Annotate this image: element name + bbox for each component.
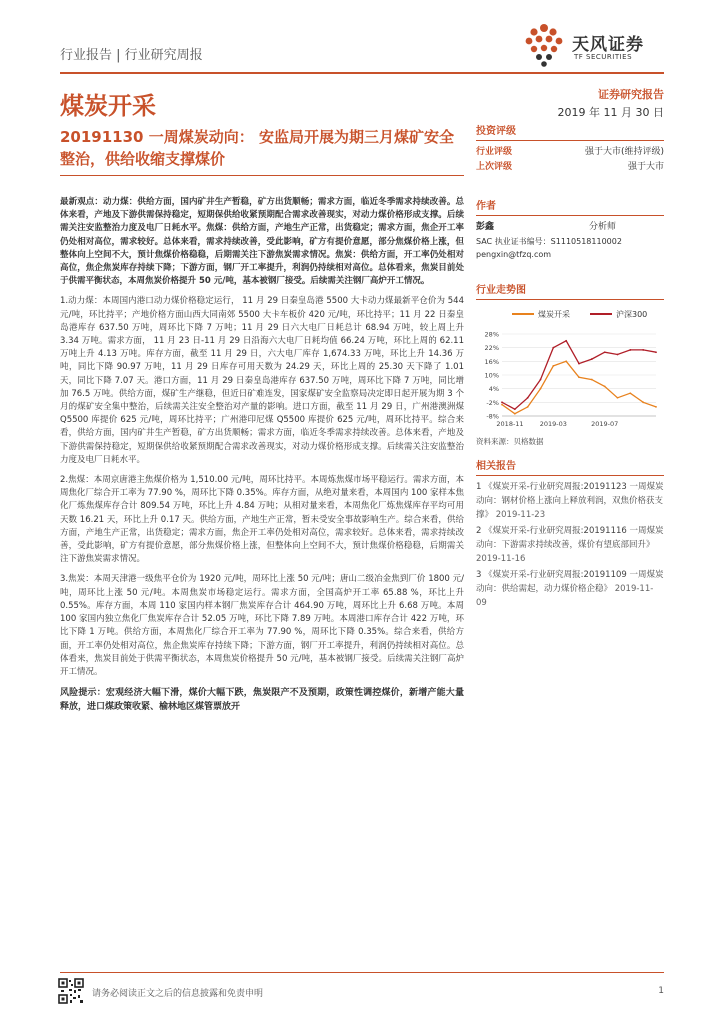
x-tick-label: 2019-03 (539, 420, 567, 428)
main-body (60, 196, 464, 721)
data-point (578, 363, 580, 365)
data-point (591, 358, 593, 360)
data-point (642, 349, 644, 351)
related-report-3-date: 2019-11-09 (476, 584, 654, 608)
data-point (540, 388, 542, 390)
analyst-email[interactable]: pengxin@tfzq.com (476, 250, 552, 259)
chart-divider (476, 299, 664, 300)
data-point (552, 365, 554, 367)
analyst-role: 分析师 (588, 222, 616, 232)
summary-paragraph: 最新观点：动力煤：供给方面，国内矿井生产暂稳，矿方出货顺畅；需求方面，临近冬季需求持续改善。总体来看，产地及下游供需保持稳定，短期保供给收紧预期配合需求改善现实，对动力煤价格形成支撑。后续需关注安监整治力度及电厂日耗水平。焦煤：供给方面，产地生产正常，出货稳定；需求方面，焦企开工率仍处相对高位，需求较好。总体来看，需求持续改善，受此影响，矿方有提价意愿，部分焦煤价格上涨，但整体向上空间不大，预计焦煤价格稳稳，后期需关注下游焦炭需求情况。焦炭：供给方面，开工率仍处相对高位，焦企焦炭库存持续下降；下游方面，钢厂开工率提升，利润仍持续相对高位。总体看来，焦炭目前处于供需平衡状态，本周焦炭价格提升 50 元/吨，基本被钢厂接受。后续需关注钢厂高炉开工情况。 (60, 197, 464, 287)
previous-rating-value: 强于大市 (627, 162, 664, 172)
related-report-2[interactable] (476, 524, 664, 566)
rating-divider (476, 140, 664, 141)
report-type: 证券研究报告 (598, 88, 664, 101)
data-point (540, 379, 542, 381)
data-point (617, 354, 619, 356)
disclaimer-text: 请务必阅读正文之后的信息披露和免责申明 (92, 989, 264, 999)
y-tick-label: 10% (484, 371, 499, 380)
report-category: 行业报告 | 行业研究周报 (60, 48, 203, 63)
related-report-1-date: 2019-11-23 (495, 510, 546, 520)
sidebar (476, 122, 664, 612)
related-report-3[interactable] (476, 568, 664, 610)
previous-rating-row (476, 160, 664, 175)
previous-rating-label: 上次评级 (476, 162, 513, 172)
report-headline: 20191130 一周煤炭动向： 安监局开展为期三月煤矿安全整治，供给收缩支撑煤价 (60, 128, 454, 168)
rating-heading: 投资评级 (476, 126, 516, 137)
data-point (655, 351, 657, 353)
data-point (501, 401, 503, 403)
data-point (527, 397, 529, 399)
data-point (604, 351, 606, 353)
chart-source: 资料来源：贝格数据 (476, 437, 544, 446)
industry-rating-value: 强于大市(维持评级) (584, 147, 664, 157)
analyst-certificate: SAC 执业证书编号：S1110518110002 (476, 237, 622, 246)
y-tick-label: -2% (486, 398, 499, 407)
data-point (591, 379, 593, 381)
x-tick-label: 2018-11 (496, 420, 524, 428)
data-point (514, 413, 516, 415)
coke-paragraph: 3.焦炭：本周天津港一级焦平仓价为 1920 元/吨，周环比上涨 50 元/吨；唐山二级冶金焦到厂价 1800 元/吨，周环比上涨 50 元/吨。本周焦炭市场稳定运行。需求方面，全国高炉开工率 65.88 %，环比上升 0.55%。库存方面，本周 110 家国内样本钢厂焦炭库存合计 464.90 万吨，周环比上升 6.68 万吨。本周 100 家国内独立焦化厂焦炭库存合计 52.05 万吨，环比下降 7.89 万吨。本周港口库存合计 422 万吨，环比下降 1 万吨。供给方面，本周焦化厂综合开工率为 77.90 %，周环比下降 0.35%。综合来看，供给方面，开工率仍处相对高位，焦企焦炭库存持续下降；下游方面，钢厂开工率提升，利润仍持续相对高位。总体看来，焦炭目前处于供需平衡状态，本周焦炭价格提升 50 元/吨，基本被钢厂接受。后续需关注钢厂高炉开工情况。 (60, 574, 464, 677)
thermal-coal-paragraph: 1.动力煤：本周国内港口动力煤价格稳定运行， 11 月 29 日秦皇岛港 5500 大卡动力煤最新平仓价为 544 元/吨，环比持平；产地价格方面山西大同南郊 5500 大卡车板价 420 元/吨，环比持平；11 月 22 日秦皇岛港库存 637.50 万吨，周环比下降 7 万吨；11 月 29 日六大电厂日耗总计 68.94 万吨，较上周上升 3.34 万吨。需求方面， 11 月 23 日-11 月 29 日沿海六大电厂日耗均值 66.24 万吨，环比上周的 62.11 万吨上升 4.13 万吨。库存方面，截至 11 月 29 日，六大电厂库存 1,674.33 万吨，环比上升 14.36 万吨，同比下降 90.97 万吨，11 月 29 日库存可用天数为 24.29 天，环比上周的 25.30 天下降了 1.01 天，同比下降 7.07 天。港口方面，11 月 29 日秦皇岛港库存 637.50 万吨，周环比下降 7 万吨，同比增加 76.5 万吨。供给方面，煤矿生产继稳，但近日矿难连发，国家煤矿安全监察局决定即日起开展为期 3 个月的煤矿安全集中整治，后续需关注安全整治对产量的影响。进口方面，截至 11 月 29 日，广州港澳洲煤 Q5500 库提价 625 元/吨，周环比持平；广州港印尼煤 Q5500 库提价 625 元/吨，周环比持平。综合来看，供给方面，国内矿井生产暂稳，矿方出货顺畅；需求方面，临近冬季需求持续改善。总体来看，产地及下游供需保持稳定，短期保供给收紧预期配合需求改善现实，对动力煤价格形成支撑。后续需关注安监整治力度及电厂日耗水平。 (60, 296, 464, 465)
coking-coal-paragraph: 2.焦煤：本周京唐港主焦煤价格为 1,510.00 元/吨，周环比持平。本周炼焦煤市场平稳运行。需求方面，本周焦化厂综合开工率为 77.90 %，周环比下降 0.35%。库存方面，从绝对量来看，本周国内 100 家样本焦化厂炼焦煤库存合计 809.54 万吨，环比上升 4.84 万吨；从相对量来看，本周焦化厂炼焦煤库存平均可用天数 16.21 天，环比上升 0.17 天。供给方面，产地生产正常，暂未受安全事故影响生产。综合来看，供给方面，产地生产正常，出货稳定；需求方面，焦企开工率仍处相对高位，需求较好。总体来看，需求持续改善，受此影响，矿方有提价意愿，部分焦煤价格上涨，但整体向上空间不大，预计焦煤价格稳稳，后期需关注下游焦炭需求情况。 (60, 475, 464, 565)
data-point (629, 349, 631, 351)
data-point (655, 406, 657, 408)
legend-label-1: 煤炭开采 (538, 310, 570, 319)
data-point (514, 408, 516, 410)
data-point (604, 385, 606, 387)
industry-rating-row (476, 145, 664, 160)
data-point (629, 392, 631, 394)
data-point (642, 401, 644, 403)
author-divider (476, 215, 664, 216)
trend-chart-svg (476, 304, 664, 434)
logo-mark-icon (520, 22, 570, 68)
y-tick-label: 4% (488, 385, 499, 394)
data-point (501, 404, 503, 406)
footer-divider (60, 972, 664, 973)
related-heading: 相关报告 (476, 461, 516, 472)
series-line-1 (502, 361, 656, 413)
y-tick-label: 28% (484, 330, 499, 339)
y-tick-label: 22% (484, 344, 499, 353)
risk-warning: 风险提示：宏观经济大幅下滑，煤价大幅下跌，焦炭限产不及预期，政策性调控煤价，新增产能大量释放，进口煤政策收紧、榆林地区煤管票放开 (60, 688, 464, 713)
related-report-3-title: 3 《煤炭开采-行业研究周报:20191109 一周煤炭动向：供给需起，动力煤价格企稳》 (476, 570, 664, 594)
industry-rating-label: 行业评级 (476, 147, 513, 157)
data-point (617, 397, 619, 399)
chart-heading: 行业走势图 (476, 285, 526, 296)
logo-text-en: TF SECURITIES (574, 53, 633, 61)
data-point (578, 376, 580, 378)
y-tick-label: 16% (484, 357, 499, 366)
legend-label-2: 沪深300 (616, 310, 648, 319)
related-reports (476, 480, 664, 610)
author-heading: 作者 (476, 201, 496, 212)
analyst-name-row (476, 220, 616, 235)
data-point (527, 406, 529, 408)
page-title: 煤炭开采 (60, 92, 156, 120)
company-logo (520, 22, 670, 72)
analyst-name: 彭鑫 (476, 222, 495, 232)
data-point (565, 360, 567, 362)
data-point (552, 347, 554, 349)
data-point (565, 340, 567, 342)
x-tick-label: 2019-07 (591, 420, 619, 428)
industry-trend-chart (476, 304, 664, 434)
related-report-2-title: 2 《煤炭开采-行业研究周报:20191116 一周煤炭动向：下游需求持续改善，煤价有望底部回升》 (476, 526, 664, 550)
page-number: 1 (658, 986, 664, 996)
header-divider (60, 72, 664, 74)
related-report-2-date: 2019-11-16 (476, 554, 526, 564)
headline-divider (60, 175, 464, 176)
related-divider (476, 475, 664, 476)
related-report-1-title: 1 《煤炭开采-行业研究周报:20191123 一周煤炭动向：钢材价格上涨向上释放利润，双焦价格获支撑》 (476, 482, 664, 520)
y-tick-label: -8% (486, 412, 499, 421)
report-date: 2019 年 11 月 30 日 (557, 106, 664, 119)
related-report-1[interactable] (476, 480, 664, 522)
qr-code-icon (58, 978, 84, 1004)
logo-text-cn: 天风证券 (572, 35, 644, 55)
